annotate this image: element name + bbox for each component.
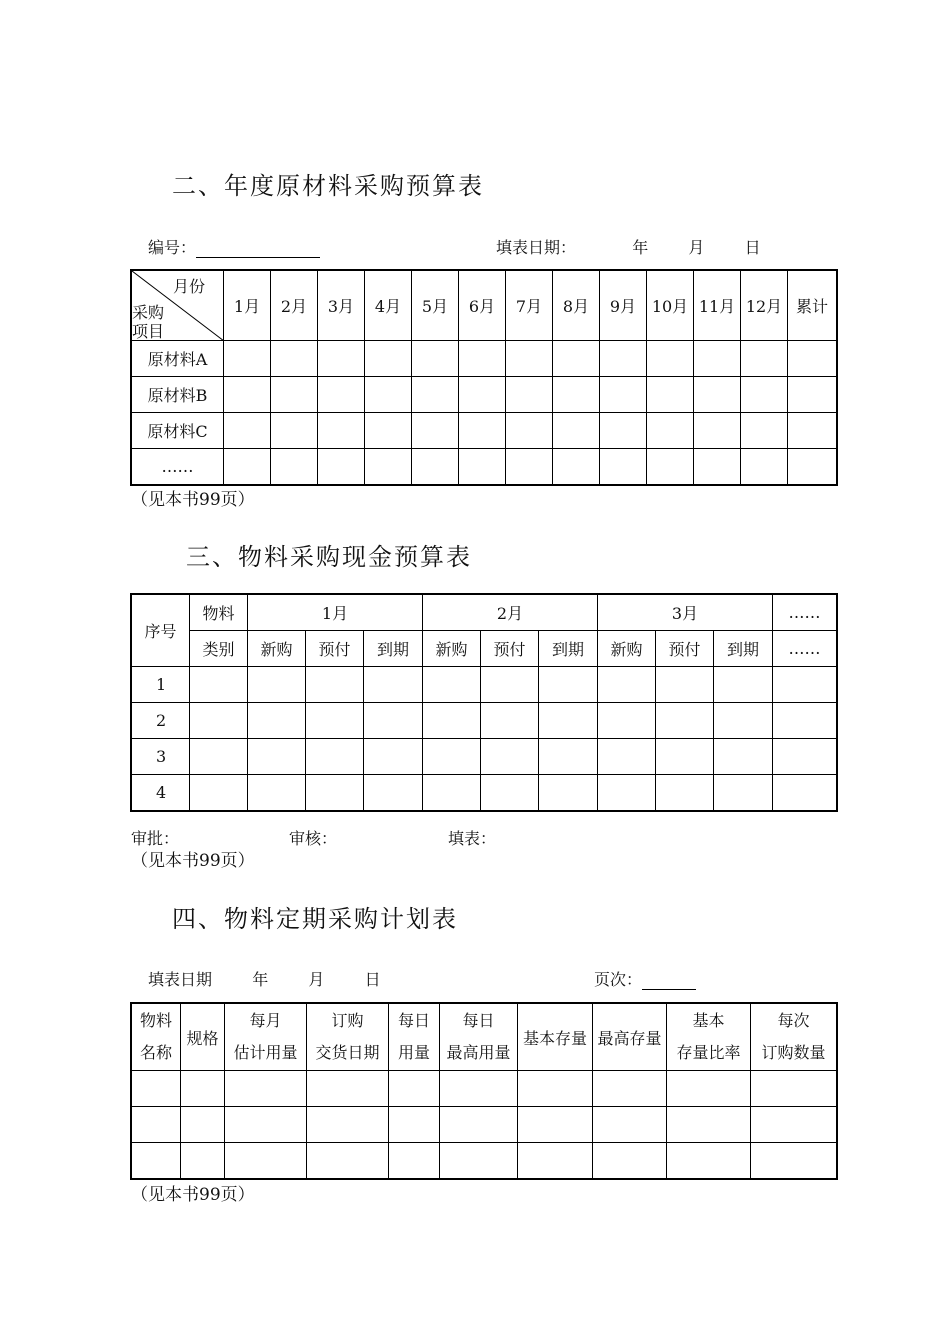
cell[interactable] [224, 413, 271, 449]
cell[interactable] [248, 703, 306, 739]
cell[interactable] [788, 449, 837, 485]
fill-date-field [148, 967, 381, 990]
cell[interactable] [751, 1071, 837, 1107]
cell[interactable] [306, 667, 364, 703]
table-row [132, 667, 837, 703]
cell[interactable] [412, 413, 459, 449]
cell[interactable] [225, 1071, 307, 1107]
section-3-title: 三、物料采购现金预算表 [186, 543, 472, 571]
cell[interactable] [190, 667, 248, 703]
cell[interactable] [656, 667, 714, 703]
cell[interactable] [518, 1107, 593, 1143]
cell[interactable] [667, 1143, 751, 1179]
month-header: 3月 [598, 595, 773, 631]
cell[interactable] [656, 703, 714, 739]
cell[interactable] [741, 377, 788, 413]
header-line: 每日 [397, 1011, 430, 1030]
code-field [148, 235, 320, 258]
cell[interactable] [539, 667, 598, 703]
cell[interactable] [307, 1143, 389, 1179]
cell[interactable] [225, 1107, 307, 1143]
cell[interactable] [190, 775, 248, 811]
corner-purchase-label: 采购 [132, 303, 165, 322]
cell[interactable] [518, 1071, 593, 1107]
page-number-field [594, 967, 696, 990]
seq-number: 3 [132, 739, 190, 775]
cell[interactable] [506, 449, 553, 485]
cell[interactable] [647, 341, 694, 377]
cell[interactable] [598, 703, 656, 739]
header-line: 订购数量 [761, 1043, 826, 1062]
month-header: 8月 [553, 271, 600, 341]
cell[interactable] [656, 775, 714, 811]
cell[interactable] [600, 413, 647, 449]
cell[interactable] [694, 413, 741, 449]
header-line: 物料 [139, 1011, 172, 1030]
month-label: 月 [308, 970, 325, 989]
section-4-note: （见本书99页） [131, 1185, 255, 1205]
cell[interactable] [440, 1143, 518, 1179]
cell[interactable] [364, 775, 423, 811]
header-line: 每日 [462, 1011, 495, 1030]
cell[interactable] [506, 377, 553, 413]
cell[interactable] [412, 449, 459, 485]
section-2-note: （见本书99页） [131, 490, 255, 510]
cell[interactable] [773, 703, 837, 739]
due-header: 到期 [364, 631, 423, 667]
cell[interactable] [667, 1107, 751, 1143]
daily-max-usage-header [440, 1004, 518, 1071]
cell[interactable] [751, 1107, 837, 1143]
daily-usage-header [389, 1004, 440, 1071]
month-header: 6月 [459, 271, 506, 341]
year-label: 年 [632, 238, 649, 257]
cell[interactable] [481, 703, 539, 739]
more-subheader: …… [773, 631, 837, 667]
row-label: …… [132, 449, 224, 485]
more-months-header: …… [773, 595, 837, 631]
cell[interactable] [271, 413, 318, 449]
month-header: 11月 [694, 271, 741, 341]
seq-number: 4 [132, 775, 190, 811]
table-row [132, 739, 837, 775]
cell[interactable] [181, 1143, 225, 1179]
cell[interactable] [539, 739, 598, 775]
cell[interactable] [181, 1071, 225, 1107]
cell[interactable] [694, 449, 741, 485]
page-number-label: 页次： [594, 970, 643, 989]
cell[interactable] [364, 703, 423, 739]
month-header: 1月 [224, 271, 271, 341]
total-header: 累计 [788, 271, 837, 341]
month-header: 5月 [412, 271, 459, 341]
cell[interactable] [318, 377, 365, 413]
cell[interactable] [714, 739, 773, 775]
cell[interactable] [365, 341, 412, 377]
cell[interactable] [694, 341, 741, 377]
cell[interactable] [506, 341, 553, 377]
cell[interactable] [647, 413, 694, 449]
cell[interactable] [656, 739, 714, 775]
row-label: 原材料C [132, 413, 224, 449]
month-label: 月 [688, 238, 705, 257]
cell[interactable] [190, 739, 248, 775]
cell[interactable] [365, 377, 412, 413]
cell[interactable] [553, 449, 600, 485]
table-row [132, 1107, 837, 1143]
corner-month-label: 月份 [172, 277, 205, 296]
periodic-purchase-plan-table [131, 1003, 837, 1179]
cell[interactable] [365, 449, 412, 485]
cell[interactable] [225, 1143, 307, 1179]
header-line: 基本 [692, 1011, 725, 1030]
table-row [132, 703, 837, 739]
row-label: 原材料B [132, 377, 224, 413]
cell[interactable] [423, 739, 481, 775]
cell[interactable] [741, 413, 788, 449]
cell[interactable] [306, 775, 364, 811]
cell[interactable] [307, 1107, 389, 1143]
cell[interactable] [307, 1071, 389, 1107]
year-label: 年 [252, 970, 269, 989]
cell[interactable] [306, 739, 364, 775]
cell[interactable] [318, 413, 365, 449]
cell[interactable] [506, 413, 553, 449]
corner-header [132, 271, 224, 341]
cell[interactable] [600, 377, 647, 413]
max-stock-header: 最高存量 [593, 1004, 667, 1071]
cell[interactable] [481, 775, 539, 811]
cell[interactable] [459, 449, 506, 485]
cell[interactable] [788, 377, 837, 413]
material-name-header [132, 1004, 181, 1071]
cell[interactable] [694, 377, 741, 413]
cell[interactable] [248, 667, 306, 703]
table-row [132, 413, 837, 449]
code-input-line[interactable] [196, 241, 320, 258]
table-row [132, 775, 837, 811]
annual-budget-table [131, 270, 837, 485]
cell[interactable] [318, 449, 365, 485]
category-header-line1: 物料 [190, 595, 248, 631]
month-header: 7月 [506, 271, 553, 341]
cell[interactable] [788, 341, 837, 377]
cell[interactable] [553, 377, 600, 413]
order-delivery-header [307, 1004, 389, 1071]
cell[interactable] [788, 413, 837, 449]
month-header: 2月 [423, 595, 598, 631]
header-line: 估计用量 [233, 1043, 298, 1062]
cell[interactable] [423, 703, 481, 739]
cell[interactable] [248, 739, 306, 775]
review-label: 审核： [289, 829, 338, 848]
header-line: 存量比率 [676, 1043, 741, 1062]
prepay-header: 预付 [481, 631, 539, 667]
header-line: 交货日期 [315, 1043, 380, 1062]
cell[interactable] [481, 667, 539, 703]
cell[interactable] [598, 667, 656, 703]
month-header: 3月 [318, 271, 365, 341]
row-label: 原材料A [132, 341, 224, 377]
month-header: 12月 [741, 271, 788, 341]
month-header: 1月 [248, 595, 423, 631]
cell[interactable] [389, 1071, 440, 1107]
category-header-line2: 类别 [190, 631, 248, 667]
cell[interactable] [593, 1143, 667, 1179]
monthly-estimate-header [225, 1004, 307, 1071]
cell[interactable] [741, 449, 788, 485]
corner-item-label: 项目 [132, 322, 165, 341]
cell[interactable] [440, 1071, 518, 1107]
base-stock-ratio-header [667, 1004, 751, 1071]
header-line: 订购 [331, 1011, 364, 1030]
cell[interactable] [248, 775, 306, 811]
section-2-title: 二、年度原材料采购预算表 [172, 172, 484, 200]
due-header: 到期 [714, 631, 773, 667]
fill-label: 填表： [448, 829, 497, 848]
table-row [132, 377, 837, 413]
order-quantity-header [751, 1004, 837, 1071]
table-row [132, 1143, 837, 1179]
cell[interactable] [364, 739, 423, 775]
cell[interactable] [714, 703, 773, 739]
cell[interactable] [190, 703, 248, 739]
table-row [132, 1071, 837, 1107]
base-stock-header: 基本存量 [518, 1004, 593, 1071]
cell[interactable] [271, 449, 318, 485]
fill-date-field [496, 235, 761, 258]
cell[interactable] [459, 341, 506, 377]
cell[interactable] [318, 341, 365, 377]
cell[interactable] [773, 775, 837, 811]
cell[interactable] [773, 667, 837, 703]
section-4-title: 四、物料定期采购计划表 [172, 905, 458, 933]
header-line: 用量 [397, 1043, 430, 1062]
cell[interactable] [389, 1107, 440, 1143]
cash-budget-table [131, 594, 837, 811]
cell[interactable] [181, 1107, 225, 1143]
cell[interactable] [553, 413, 600, 449]
cell[interactable] [365, 413, 412, 449]
cell[interactable] [773, 739, 837, 775]
cell[interactable] [412, 341, 459, 377]
day-label: 日 [364, 970, 381, 989]
cell[interactable] [459, 413, 506, 449]
prepay-header: 预付 [306, 631, 364, 667]
cell[interactable] [647, 377, 694, 413]
cell[interactable] [440, 1107, 518, 1143]
cell[interactable] [598, 739, 656, 775]
cell[interactable] [364, 667, 423, 703]
fill-date-label: 填表日期： [496, 238, 577, 257]
cell[interactable] [553, 341, 600, 377]
new-purchase-header: 新购 [598, 631, 656, 667]
header-line: 最高用量 [446, 1043, 511, 1062]
cell[interactable] [667, 1071, 751, 1107]
approve-label: 审批： [131, 829, 180, 848]
cell[interactable] [224, 449, 271, 485]
cell[interactable] [412, 377, 459, 413]
cell[interactable] [224, 341, 271, 377]
due-header: 到期 [539, 631, 598, 667]
month-header: 10月 [647, 271, 694, 341]
cell[interactable] [593, 1071, 667, 1107]
cell[interactable] [271, 377, 318, 413]
cell[interactable] [459, 377, 506, 413]
new-purchase-header: 新购 [423, 631, 481, 667]
fill-date-label: 填表日期 [148, 970, 213, 989]
cell[interactable] [593, 1107, 667, 1143]
spec-header: 规格 [181, 1004, 225, 1071]
header-line: 每月 [249, 1011, 282, 1030]
section-3-note: （见本书99页） [131, 851, 255, 871]
seq-header: 序号 [132, 595, 190, 667]
cell[interactable] [751, 1143, 837, 1179]
cell[interactable] [423, 775, 481, 811]
cell[interactable] [714, 667, 773, 703]
cell[interactable] [539, 703, 598, 739]
cell[interactable] [271, 341, 318, 377]
cell[interactable] [423, 667, 481, 703]
month-header: 2月 [271, 271, 318, 341]
prepay-header: 预付 [656, 631, 714, 667]
cell[interactable] [481, 739, 539, 775]
cell[interactable] [741, 341, 788, 377]
cell[interactable] [539, 775, 598, 811]
cell[interactable] [598, 775, 656, 811]
month-header: 4月 [365, 271, 412, 341]
new-purchase-header: 新购 [248, 631, 306, 667]
cell[interactable] [600, 341, 647, 377]
cell[interactable] [132, 1071, 181, 1107]
header-line: 每次 [777, 1011, 810, 1030]
cell[interactable] [518, 1143, 593, 1179]
code-label: 编号： [148, 238, 197, 257]
day-label: 日 [744, 238, 761, 257]
cell[interactable] [132, 1143, 181, 1179]
cell[interactable] [714, 775, 773, 811]
header-line: 名称 [139, 1043, 172, 1062]
cell[interactable] [389, 1143, 440, 1179]
cell[interactable] [647, 449, 694, 485]
table-row [132, 449, 837, 485]
month-header: 9月 [600, 271, 647, 341]
page-number-input-line[interactable] [642, 973, 696, 990]
seq-number: 1 [132, 667, 190, 703]
table-row [132, 341, 837, 377]
cell[interactable] [224, 377, 271, 413]
cell[interactable] [132, 1107, 181, 1143]
cell[interactable] [306, 703, 364, 739]
cell[interactable] [600, 449, 647, 485]
seq-number: 2 [132, 703, 190, 739]
